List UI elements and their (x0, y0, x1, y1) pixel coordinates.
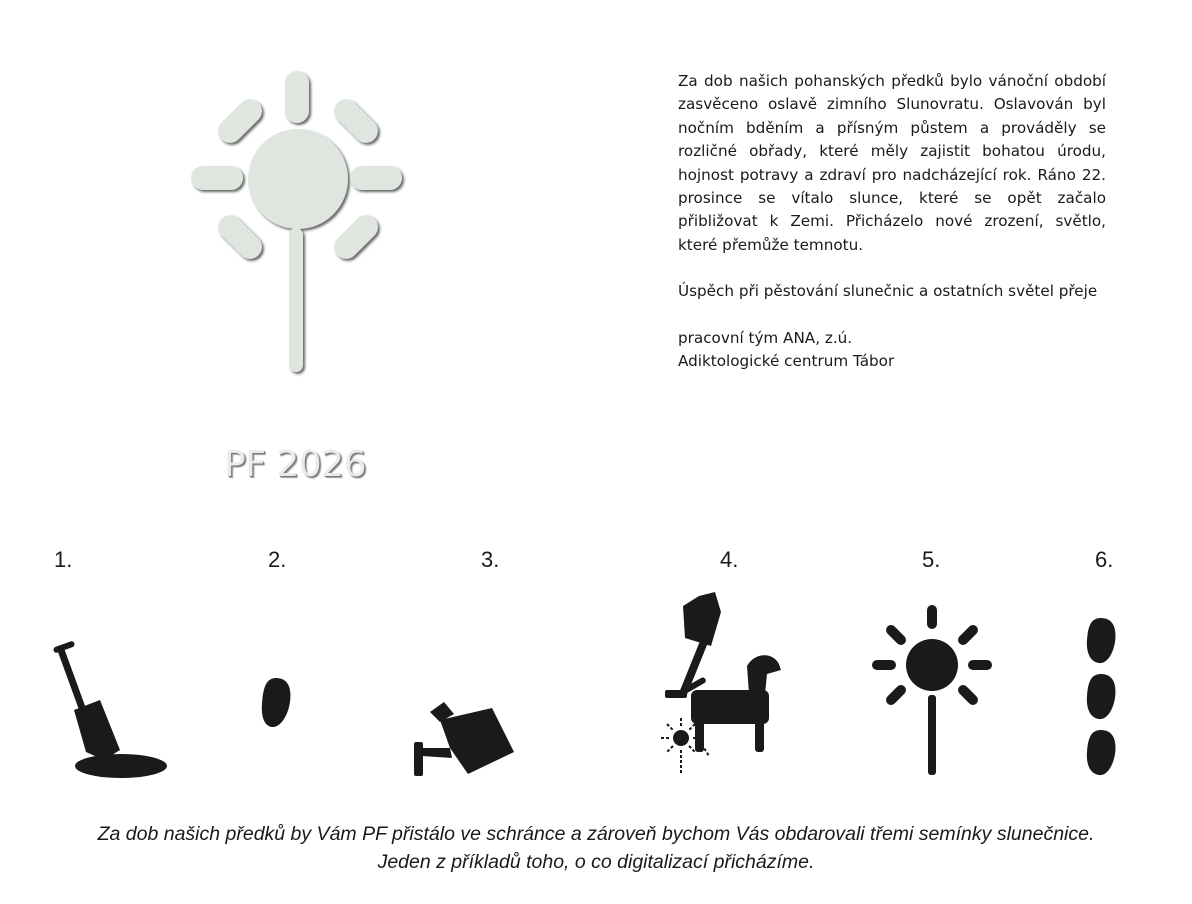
step-number-3: 3. (481, 547, 500, 572)
step-number-5: 5. (922, 547, 941, 572)
wish-text: Úspěch při pěstování slunečnic a ostatních světel přeje (678, 282, 1098, 301)
caption (0, 820, 1192, 876)
caption-line-1: Za dob našich předků by Vám PF přistálo ve schránce a zároveň bychom Vás obdarovali třemi semínky slunečnice. (97, 823, 1095, 845)
greeting-paragraph: Za dob našich pohanských předků bylo vánoční období zasvěceno oslavě zimního Slunovratu. Oslavován byl nočním bděním a přísným půstem a prováděly se rozličné obřady, které měly zajistit bohatou úrodu, hojnost potravy a zdraví pro nadcházející rok. Ráno 22. prosince se vítalo slunce, které se opět začalo přibližovat k Zemi. Přicházelo nové zrození, světlo, které přemůže temnotu. (678, 72, 1106, 254)
step-number-2: 2. (268, 547, 287, 572)
step-number-6: 6. (1095, 547, 1114, 572)
step-number-1: 1. (54, 547, 73, 572)
signature-team: pracovní tým ANA, z.ú. (678, 328, 853, 347)
step-number-4: 4. (720, 547, 739, 572)
pf-title: PF 2026 (224, 444, 366, 485)
watering-can-icon (410, 698, 520, 782)
dog-with-shovel-icon (655, 590, 785, 780)
shovel-icon (50, 640, 170, 782)
seed-icon (258, 676, 294, 732)
sunflower-icon (185, 66, 415, 382)
signature-center: Adiktologické centrum Tábor (678, 352, 895, 371)
caption-line-2: Jeden z příkladů toho, o co digitalizací přicházíme. (377, 851, 815, 873)
three-seeds-icon (1083, 614, 1119, 780)
sunflower-icon (870, 603, 994, 779)
greeting-text (678, 70, 1106, 373)
